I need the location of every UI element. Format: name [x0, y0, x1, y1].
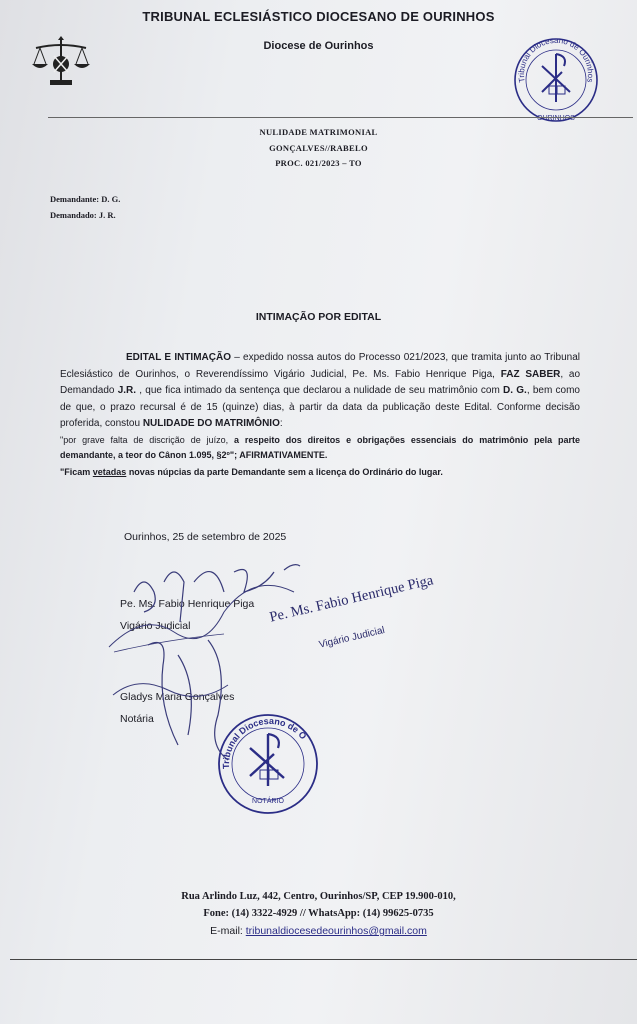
demandante: Demandante: D. G.: [50, 194, 121, 204]
footer-email-line: [0, 925, 637, 937]
tribunal-seal-stamp: [512, 36, 600, 124]
main-paragraph: EDITAL E INTIMAÇÃO – expedido nossa autos do Processo 021/2023, que tramita junto ao Tribunal Eclesiástico de Ourinhos, o Reverendíssimo Vigário Judicial, Pe. Ms. Fabio Henrique Piga, FAZ SABER, ao Demandado J.R. , que fica intimado da sentença que declarou a nulidade de seu matrimônio com D. G., bem como de que, o prazo recursal é de 15 (quinze) dias, à partir da data da publicação deste Edital. Conforme decisão proferida, constou NULIDADE DO MATRIMÔNIO:: [60, 352, 581, 429]
tribunal-title: TRIBUNAL ECLESIÁSTICO DIOCESANO DE OURINHOS: [142, 9, 495, 24]
vigario-role: Vigário Judicial: [120, 620, 191, 632]
footer-address: Rua Arlindo Luz, 442, Centro, Ourinhos/SP, CEP 19.900-010,: [181, 891, 456, 902]
demandado: Demandado: J. R.: [50, 210, 116, 220]
svg-text:NOTÁRIO: NOTÁRIO: [252, 798, 284, 805]
header-divider: [48, 117, 633, 118]
veto-note: "Ficam vetadas novas núpcias da parte Demandante sem a licença do Ordinário do lugar.: [60, 466, 443, 477]
vigario-stamp-role: Vigário Judicial: [318, 624, 386, 651]
email-link[interactable]: tribunaldiocesedeourinhos@gmail.com: [245, 925, 427, 937]
footer-phone: Fone: (14) 3322-4929 // WhatsApp: (14) 99625-0735: [203, 908, 434, 919]
scales-of-justice-logo-icon: [30, 36, 92, 88]
decision-quote: "por grave falta de discrição de juízo, a respeito dos direitos e obrigações essenciais do matrimônio pela parte demandante, a teor do Cânon 1.095, §2º"; AFIRMATIVAMENTE.: [60, 434, 580, 460]
notary-seal-stamp: [216, 712, 320, 816]
document-title: INTIMAÇÃO POR EDITAL: [255, 311, 382, 323]
vigario-name: Pe. Ms. Fabio Henrique Piga: [120, 598, 255, 610]
svg-text:Tribunal Diocesano de Ourinhos: Tribunal Diocesano de Ourinhos: [516, 36, 596, 84]
svg-text:OURINHOS: OURINHOS: [537, 115, 575, 122]
case-type: NULIDADE MATRIMONIAL: [259, 127, 378, 137]
diocese-subtitle: Diocese de Ourinhos: [263, 40, 374, 52]
notaria-name: Gladys Maria Gonçalves: [120, 691, 235, 703]
vigario-stamp-name: Pe. Ms. Fabio Henrique Piga: [268, 572, 435, 626]
place-date: Ourinhos, 25 de setembro de 2025: [124, 531, 287, 543]
svg-text:Tribunal Diocesano de O: Tribunal Diocesano de O: [220, 715, 309, 770]
case-number: PROC. 021/2023 – TO: [275, 158, 362, 168]
email-label: E-mail:: [210, 925, 246, 937]
edital-body: [60, 350, 580, 480]
footer-divider: [10, 959, 637, 960]
case-parties: GONÇALVES//RABELO: [269, 143, 368, 153]
notaria-role: Notária: [120, 713, 154, 725]
